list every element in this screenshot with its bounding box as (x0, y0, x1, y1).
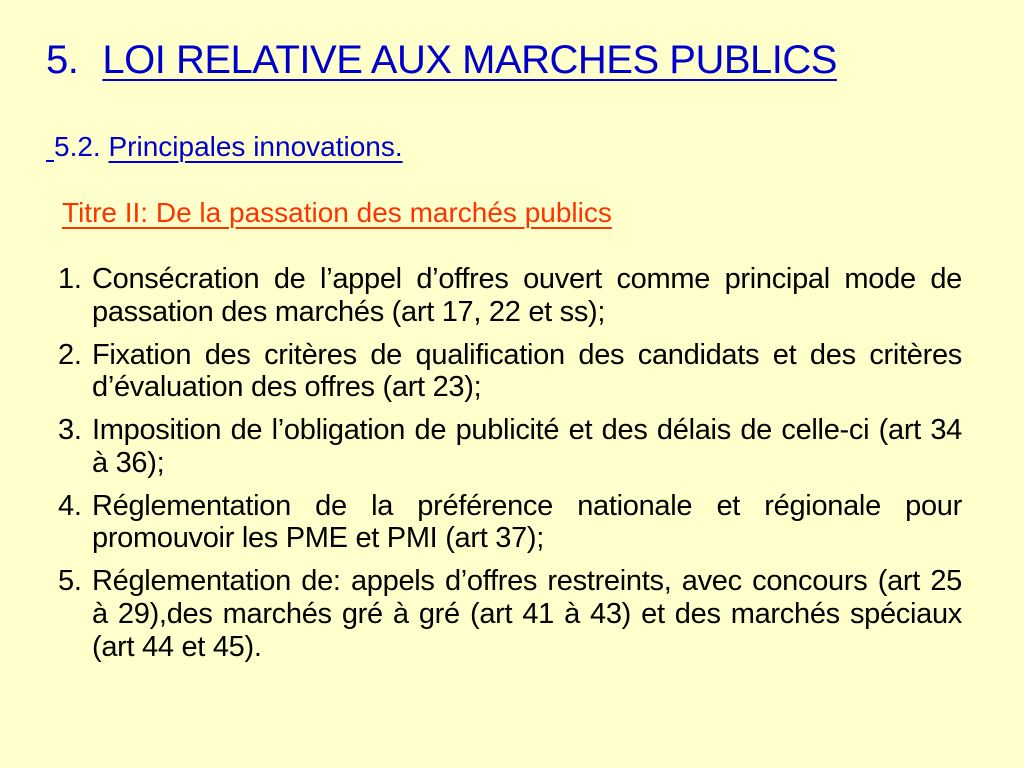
slide-title-number: 5. (46, 38, 79, 82)
list-item-text: Réglementation de: appels d’offres restreints, avec concours (art 25 à 29),des marchés gré à gré (art 41 à 43) et des marchés spéciaux (art 44 et 45). (92, 565, 962, 663)
innovation-list (58, 263, 962, 673)
subtitle-number: 5.2. (54, 131, 101, 162)
list-item (58, 263, 962, 329)
list-item-number: 2. (58, 338, 82, 371)
list-item (58, 414, 962, 480)
list-item-number: 5. (58, 565, 82, 598)
list-item-number: 4. (58, 489, 82, 522)
slide-title (46, 36, 837, 84)
list-item-text: Consécration de l’appel d’offres ouvert comme principal mode de passation des marchés (art 17, 22 et ss); (92, 263, 962, 328)
subtitle-text: Principales innovations. (108, 131, 403, 162)
list-item (58, 565, 962, 663)
list-item-text: Réglementation de la préférence nationale et régionale pour promouvoir les PME et PMI (art 37); (92, 489, 962, 555)
list-item (58, 339, 962, 405)
slide-title-text: LOI RELATIVE AUX MARCHES PUBLICS (102, 38, 837, 82)
subtitle-underline-mark (46, 130, 54, 162)
section-title: Titre II: De la passation des marchés publics (62, 197, 612, 228)
list-item-text: Fixation des critères de qualification des candidats et des critères d’évaluation des offres (art 23); (92, 338, 962, 404)
subtitle (46, 130, 403, 164)
list-item (58, 490, 962, 556)
list-item-text: Imposition de l’obligation de publicité et des délais de celle-ci (art 34 à 36); (92, 414, 962, 479)
list-item-number: 3. (58, 414, 82, 447)
list-item-number: 1. (58, 263, 82, 295)
